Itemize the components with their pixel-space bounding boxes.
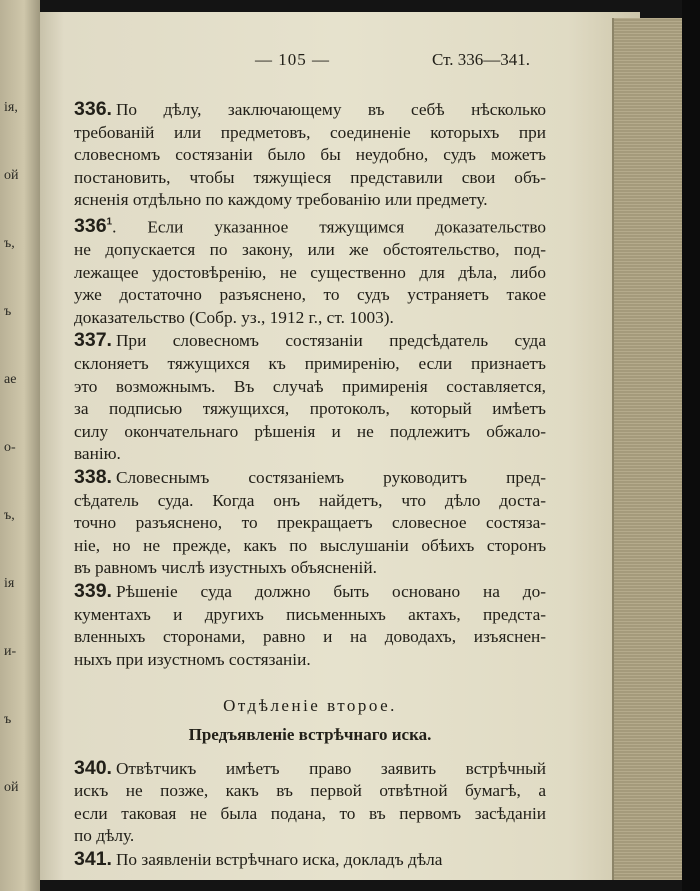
- line-text: точно разъяснено, то прекращаетъ словесное состяза-: [74, 513, 546, 533]
- article-number-superscript: 1: [106, 216, 113, 228]
- articles-block-continued: [74, 757, 546, 872]
- line-text: словесномъ состязаніи было бы неудобно, судъ можетъ: [74, 145, 546, 165]
- text-line: [74, 604, 546, 627]
- text-line: [74, 557, 546, 580]
- text-line: [74, 649, 546, 672]
- text-line: [74, 212, 546, 239]
- left-page-fragment: ъ: [4, 304, 12, 319]
- line-text: по дѣлу.: [74, 826, 135, 846]
- running-header: [40, 50, 640, 74]
- left-page-fragment: и-: [4, 644, 17, 659]
- line-text: склоняетъ тяжущихся къ примиренію, если признаетъ: [74, 354, 546, 374]
- text-line: [74, 443, 546, 466]
- line-text: ніе, но не прежде, какъ по выслушаніи обѣихъ сторонъ: [74, 535, 546, 555]
- article-340: [74, 757, 546, 848]
- line-text: По дѣлу, заключающему въ себѣ нѣсколько: [115, 100, 546, 119]
- article-number: $336^1$: [74, 215, 113, 238]
- text-line: [74, 626, 546, 649]
- section-title: Предъявленіе встрѣчнаго иска.: [188, 724, 432, 744]
- line-text: постановить, чтобы тяжущіеся представили свои объ-: [74, 167, 546, 187]
- line-text: не допускается по закону, или же обстоятельство, под-: [74, 240, 546, 260]
- article-337: [74, 329, 546, 466]
- line-text: Рѣшеніе суда должно быть основано на до-: [115, 581, 546, 601]
- text-line: [74, 398, 546, 421]
- text-line: [74, 780, 546, 803]
- line-text: Словеснымъ состязаніемъ руководитъ пред-: [115, 468, 546, 487]
- article-336: [74, 98, 546, 212]
- article-number: 336.: [74, 98, 112, 120]
- text-line: [74, 757, 546, 781]
- left-page-fragment: ія: [4, 576, 15, 591]
- article-range: Ст. 336—341.: [432, 50, 531, 69]
- text-line: [74, 825, 546, 848]
- page-block-edge: [612, 18, 684, 880]
- text-line: [74, 580, 546, 604]
- article-number: 338.: [74, 466, 112, 488]
- left-page-fragment: ой: [4, 168, 19, 183]
- text-line: [74, 803, 546, 826]
- text-line: [74, 167, 546, 190]
- line-text: ванію.: [74, 444, 121, 464]
- text-line: [74, 144, 546, 167]
- text-line: [74, 490, 546, 513]
- text-line: [74, 421, 546, 444]
- left-page-fragment: о-: [4, 440, 16, 455]
- page-body: [74, 98, 546, 872]
- line-text: доказательство (Собр. уз., 1912 г., ст. 1003).: [74, 307, 394, 327]
- text-line: [74, 189, 546, 212]
- article-336: [74, 212, 546, 329]
- line-text: уже достаточно разъяснено, то судъ устраняетъ такое: [74, 285, 546, 305]
- left-page-fragment: ой: [4, 780, 19, 795]
- line-text: въ равномъ числѣ изустныхъ объясненій.: [74, 558, 377, 578]
- line-text: за подписью тяжущихся, протоколъ, который имѣетъ: [74, 399, 546, 419]
- left-page-fragment: ае: [4, 372, 17, 387]
- line-text: силу окончательнаго рѣшенія и не подлежитъ обжало-: [74, 421, 546, 441]
- line-text: кументахъ и другихъ письменныхъ актахъ, предста-: [74, 604, 546, 624]
- line-text: лежащее удостовѣренію, не существенно для дѣла, либо: [74, 262, 546, 282]
- article-number: 339.: [74, 579, 112, 602]
- text-line: [74, 535, 546, 558]
- text-line: [74, 512, 546, 535]
- text-line: [74, 329, 546, 353]
- article-number: 341.: [74, 847, 112, 870]
- line-text: . Если указанное тяжущимся доказательство: [112, 217, 546, 237]
- line-text: это возможнымъ. Въ случаѣ примиренія составляется,: [74, 376, 546, 396]
- left-page-fragment: ъ,: [4, 508, 15, 523]
- text-line: [74, 848, 546, 872]
- article-339: [74, 580, 546, 671]
- text-line: [74, 284, 546, 307]
- article-338: [74, 466, 546, 580]
- article-number: 337.: [74, 329, 112, 352]
- page-number: — 105 —: [255, 50, 330, 69]
- line-text: требованій или предметовъ, соединеніе которыхъ при: [74, 122, 546, 142]
- text-line: [74, 353, 546, 376]
- text-line: [74, 466, 546, 490]
- line-text: искъ не позже, какъ въ первой отвѣтной бумагѣ, а: [74, 781, 546, 801]
- text-line: [74, 98, 546, 122]
- line-text: если таковая не была подана, то въ первомъ засѣданіи: [74, 803, 546, 823]
- line-text: По заявленіи встрѣчнаго иска, докладъ дѣла: [115, 849, 443, 869]
- article-number: 340.: [74, 756, 112, 779]
- background-shadow: [682, 0, 700, 891]
- text-line: [74, 122, 546, 145]
- line-text: ныхъ при изустномъ состязаніи.: [74, 649, 311, 669]
- line-text: Отвѣтчикъ имѣетъ право заявить встрѣчный: [115, 758, 546, 778]
- book-page: [40, 12, 640, 880]
- left-page-fragment: ъ: [4, 712, 12, 727]
- left-page-fragment: ъ,: [4, 236, 15, 251]
- text-line: [74, 262, 546, 285]
- line-text: ясненія отдѣльно по каждому требованію или предмету.: [74, 190, 488, 210]
- text-line: [74, 307, 546, 330]
- line-text: При словесномъ состязаніи предсѣдатель суда: [115, 331, 546, 351]
- articles-block: [74, 98, 546, 671]
- article-341: [74, 848, 546, 872]
- left-page-fragment: ія,: [4, 100, 18, 115]
- left-page-edge: [0, 0, 40, 891]
- line-text: вленныхъ сторонами, равно и на доводахъ, изъяснен-: [74, 627, 546, 647]
- section-heading: Отдѣленіе второе.: [223, 696, 397, 716]
- line-text: сѣдатель суда. Когда онъ найдетъ, что дѣло доста-: [74, 490, 546, 510]
- text-line: [74, 376, 546, 399]
- text-line: [74, 239, 546, 262]
